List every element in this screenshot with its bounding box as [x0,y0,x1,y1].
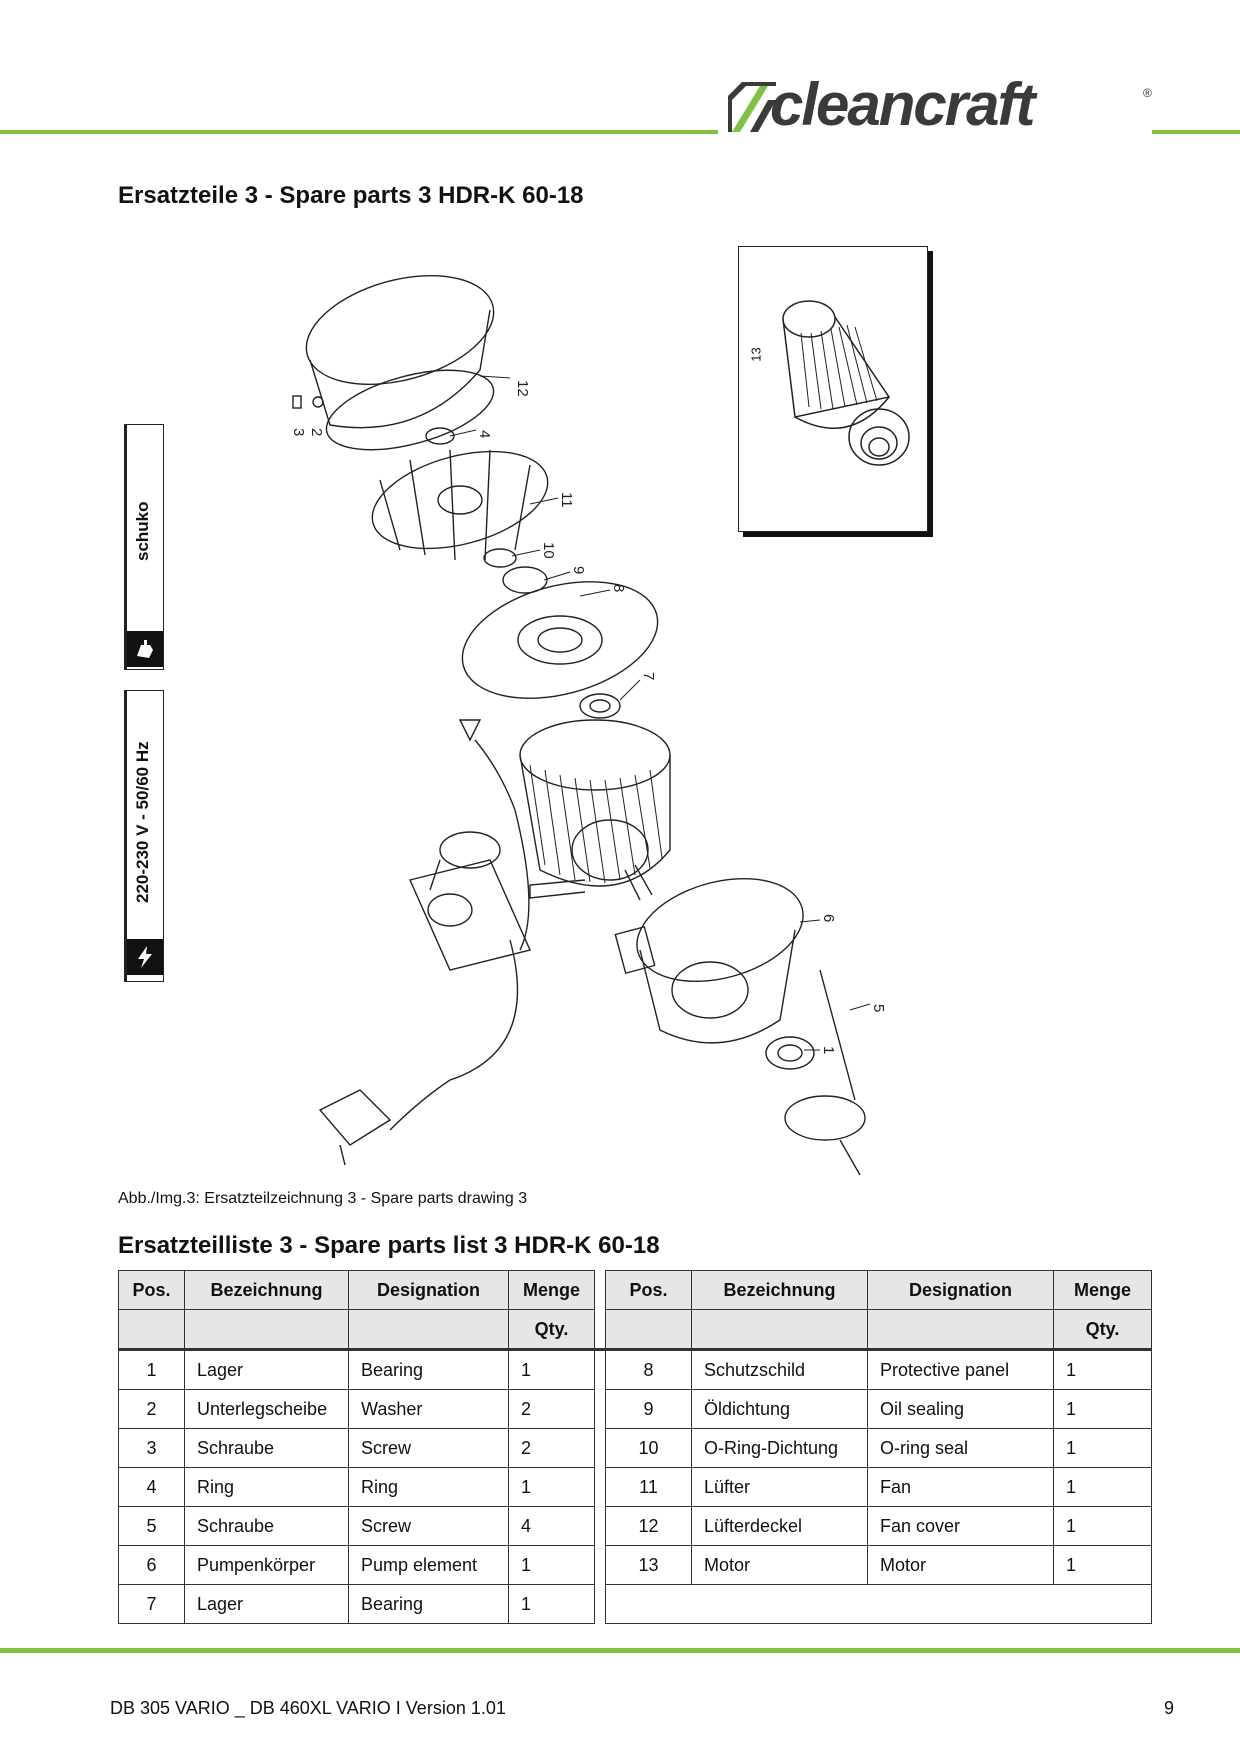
header-pos: Pos. [119,1271,185,1310]
part-end-plate [785,1096,865,1140]
table-row: 4 Ring Ring 1 11 Lüfter Fan 1 [119,1468,1152,1507]
callout-3: 3 [290,428,307,437]
parts-table [118,1270,1152,1624]
header-qty-right: Qty. [1054,1310,1152,1350]
part-pump-element [615,862,814,1043]
voltage-label: 220-230 V - 50/60 Hz [133,741,152,903]
callout-6: 6 [820,914,837,923]
empty-cell [606,1585,1152,1624]
part-protective-panel [449,562,670,718]
table-row: 2 Unterlegscheibe Washer 2 9 Öldichtung Oil sealing 1 [119,1390,1152,1429]
callout-10: 10 [540,542,557,559]
table-row: 7 Lager Bearing 1 [119,1585,1152,1624]
table-row: 5 Schraube Screw 4 12 Lüfterdeckel Fan cover 1 [119,1507,1152,1546]
callout-13: 13 [748,347,764,362]
part-long-screw [820,970,855,1100]
part-bearing-upper [580,694,620,718]
plug-type-bar [124,424,164,670]
table-gap [595,1271,606,1310]
header-menge-right: Menge [1054,1271,1152,1310]
header-accent-line [0,130,718,134]
header-designation: Designation [349,1271,509,1310]
parts-list-title: Ersatzteilliste 3 - Spare parts list 3 HDR-K 60-18 [118,1232,660,1259]
table-row: 6 Pumpenkörper Pump element 1 13 Motor Motor 1 [119,1546,1152,1585]
callout-1: 1 [820,1046,837,1055]
table-row: 1 Lager Bearing 1 8 Schutzschild Protective panel 1 [119,1350,1152,1390]
callout-4: 4 [476,430,493,439]
part-fan-cover [294,257,505,465]
callout-11: 11 [558,492,575,508]
table-row: 3 Schraube Screw 2 10 O-Ring-Dichtung O-ring seal 1 [119,1429,1152,1468]
lightning-icon [127,939,163,975]
hand-plug-icon [127,631,163,667]
table-subheader-row [119,1310,1152,1350]
callout-2: 2 [308,428,325,437]
plug-type-label: schuko [133,501,152,561]
header-pos-right: Pos. [606,1271,692,1310]
brand-registered-mark: ® [1143,86,1152,100]
footer-document-info: DB 305 VARIO _ DB 460XL VARIO I Version 1.01 [110,1698,506,1718]
callout-9: 9 [570,566,587,575]
table-header-row [119,1271,1152,1310]
header-menge: Menge [509,1271,595,1310]
exploded-parts-drawing [240,250,960,1190]
part-screw-washer [293,396,323,408]
header-designation-right: Designation [868,1271,1054,1310]
part-o-ring-seal [484,549,516,567]
header-qty: Qty. [509,1310,595,1350]
page-number: 9 [1164,1698,1175,1718]
page-title: Ersatzteile 3 - Spare parts 3 HDR-K 60-18 [118,182,584,209]
brand-logo: cleancraft [770,71,1034,138]
part-fan [362,434,559,566]
part-bearing-lower [766,1037,814,1069]
header-accent-line-right [1152,130,1240,134]
callout-8: 8 [610,584,627,593]
part-motor-body [520,720,670,900]
footer-accent-line [0,1648,1240,1653]
callout-7: 7 [640,672,657,681]
callout-12: 12 [514,380,531,397]
header-bezeichnung-right: Bezeichnung [692,1271,868,1310]
voltage-bar [124,690,164,982]
drawing-caption: Abb./Img.3: Ersatzteilzeichnung 3 - Spare parts drawing 3 [118,1190,528,1207]
callout-5: 5 [870,1004,887,1013]
part-pressure-switch [320,1090,390,1165]
header-bezeichnung: Bezeichnung [185,1271,349,1310]
part-end-screw [840,1140,860,1175]
